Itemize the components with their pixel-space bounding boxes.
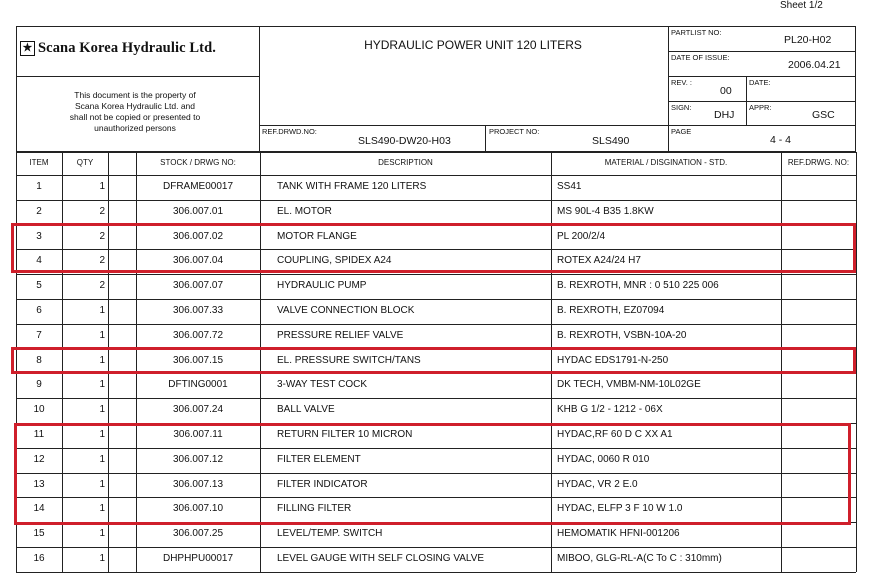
column-header-ref: REF.DRWG. NO: [787, 158, 850, 167]
column-header-description: DESCRIPTION [378, 158, 433, 167]
item-number: 7 [36, 329, 42, 341]
appr-value: GSC [812, 109, 835, 121]
ref-drwd-label: REF.DRWD.NO: [262, 127, 317, 136]
description: PRESSURE RELIEF VALVE [277, 329, 404, 341]
description: BALL VALVE [277, 404, 335, 416]
material: PL 200/2/4 [557, 230, 606, 242]
description: RETURN FILTER 10 MICRON [277, 429, 413, 440]
grid-line [16, 200, 856, 201]
sheet-number: Sheet 1/2 [780, 0, 823, 11]
quantity: 1 [99, 354, 105, 366]
highlight-box [14, 423, 851, 525]
item-number: 11 [33, 429, 45, 440]
quantity: 2 [99, 255, 105, 267]
material: KHB G 1/2 - 1212 - 06X [557, 404, 663, 416]
description: VALVE CONNECTION BLOCK [277, 305, 415, 316]
material: MIBOO, GLG-RL-A(C To C : 310mm) [557, 553, 722, 564]
description: 3-WAY TEST COCK [277, 379, 368, 391]
stock-number: 306.007.10 [172, 503, 224, 515]
item-number: 3 [36, 230, 42, 242]
quantity: 2 [99, 280, 105, 292]
quantity: 1 [99, 181, 105, 192]
material: HYDAC, VR 2 E.0 [557, 478, 638, 490]
stock-number: 306.007.72 [172, 329, 224, 341]
notice-line: Scana Korea Hydraulic Ltd. and [74, 101, 196, 111]
company-name: Scana Korea Hydraulic Ltd. [38, 40, 216, 56]
date-label: DATE: [749, 78, 771, 87]
column-header-item: ITEM [29, 158, 49, 167]
material: HYDAC, ELFP 3 F 10 W 1.0 [557, 503, 683, 515]
item-number: 16 [33, 553, 45, 564]
stock-number: 306.007.25 [172, 528, 224, 540]
stock-number: 306.007.02 [172, 230, 224, 242]
grid-line [856, 152, 857, 572]
quantity: 2 [99, 230, 105, 242]
quantity: 1 [99, 478, 105, 490]
item-number: 14 [33, 503, 45, 515]
grid-line [16, 152, 856, 153]
stock-number: 306.007.13 [172, 478, 224, 490]
highlight-box [11, 347, 856, 374]
description: LEVEL GAUGE WITH SELF CLOSING VALVE [277, 553, 485, 564]
grid-line [16, 274, 856, 275]
description: FILLING FILTER [277, 503, 352, 515]
stock-number: 306.007.33 [172, 305, 224, 316]
notice-line: shall not be copied or presented to [69, 112, 201, 122]
quantity: 1 [99, 379, 105, 391]
description: HYDRAULIC PUMP [277, 280, 367, 292]
item-number: 1 [36, 181, 42, 192]
stock-number: 306.007.15 [172, 354, 224, 366]
grid-line [16, 324, 856, 325]
date-issue-label: DATE OF ISSUE: [671, 53, 730, 62]
grid-line [16, 175, 856, 176]
description: COUPLING, SPIDEX A24 [277, 255, 392, 267]
quantity: 2 [99, 205, 105, 217]
material: ROTEX A24/24 H7 [557, 255, 641, 267]
column-header-material: MATERIAL / DISGINATION - STD. [604, 158, 728, 167]
date-issue-value: 2006.04.21 [788, 59, 841, 71]
description: FILTER INDICATOR [277, 478, 368, 490]
notice-line: This document is the property of [74, 90, 196, 100]
stock-number: 306.007.07 [172, 280, 224, 292]
item-number: 5 [36, 280, 42, 292]
description: LEVEL/TEMP. SWITCH [277, 528, 383, 540]
stock-number: DFRAME00017 [162, 181, 234, 192]
quantity: 1 [99, 429, 105, 440]
quantity: 1 [99, 528, 105, 540]
description: EL. PRESSURE SWITCH/TANS [277, 354, 421, 366]
material: HEMOMATIK HFNI-001206 [557, 528, 680, 540]
material: B. REXROTH, EZ07094 [557, 305, 665, 316]
material: MS 90L-4 B35 1.8KW [557, 205, 654, 217]
project-value: SLS490 [592, 135, 630, 147]
sign-value: DHJ [714, 109, 735, 121]
description: FILTER ELEMENT [277, 453, 361, 465]
stock-number: 306.007.11 [173, 429, 223, 440]
stock-number: DFTING0001 [168, 379, 228, 391]
stock-number: 306.007.12 [172, 453, 224, 465]
quantity: 1 [99, 404, 105, 416]
item-number: 2 [36, 205, 42, 217]
item-number: 12 [33, 453, 45, 465]
appr-label: APPR: [749, 103, 772, 112]
column-header-qty: QTY [76, 158, 94, 167]
quantity: 1 [99, 553, 105, 564]
item-number: 4 [36, 255, 42, 267]
item-number: 13 [33, 478, 45, 490]
document-title: HYDRAULIC POWER UNIT 120 LITERS [364, 38, 582, 52]
description: TANK WITH FRAME 120 LITERS [277, 181, 427, 192]
partlist-value: PL20-H02 [784, 34, 832, 46]
company-logo [20, 40, 216, 57]
grid-line [16, 299, 856, 300]
material: HYDAC,RF 60 D C XX A1 [557, 429, 673, 440]
quantity: 1 [99, 453, 105, 465]
item-number: 8 [36, 354, 42, 366]
description: EL. MOTOR [277, 205, 332, 217]
stock-number: DHPHPU00017 [162, 553, 234, 564]
material: SS41 [557, 181, 582, 192]
material: B. REXROTH, MNR : 0 510 225 006 [557, 280, 719, 292]
property-notice [30, 90, 240, 134]
column-header-stock: STOCK / DRWG NO: [160, 158, 236, 167]
item-number: 9 [36, 379, 42, 391]
material: B. REXROTH, VSBN-10A-20 [557, 329, 687, 341]
sign-label: SIGN: [671, 103, 692, 112]
star-icon: ★ [20, 41, 35, 56]
item-number: 10 [33, 404, 45, 416]
grid-line [16, 398, 856, 399]
description: MOTOR FLANGE [277, 230, 357, 242]
rev-value: 00 [720, 85, 732, 97]
item-number: 6 [36, 305, 42, 316]
rev-label: REV. : [671, 78, 692, 87]
stock-number: 306.007.04 [172, 255, 224, 267]
material: HYDAC EDS1791-N-250 [557, 354, 669, 366]
stock-number: 306.007.01 [172, 205, 224, 217]
grid-line [16, 572, 856, 573]
project-label: PROJECT NO: [489, 127, 540, 136]
page-value: 4 - 4 [770, 134, 792, 146]
material: DK TECH, VMBM-NM-10L02GE [557, 379, 701, 391]
ref-drwd-value: SLS490-DW20-H03 [358, 135, 451, 147]
quantity: 1 [99, 305, 105, 316]
partlist-label: PARTLIST NO: [671, 28, 722, 37]
material: HYDAC, 0060 R 010 [557, 453, 650, 465]
quantity: 1 [99, 329, 105, 341]
item-number: 15 [33, 528, 45, 540]
stock-number: 306.007.24 [172, 404, 224, 416]
notice-line: unauthorized persons [94, 123, 176, 133]
highlight-box [11, 223, 856, 273]
page-label: PAGE [671, 127, 692, 136]
grid-line [16, 547, 856, 548]
quantity: 1 [99, 503, 105, 515]
